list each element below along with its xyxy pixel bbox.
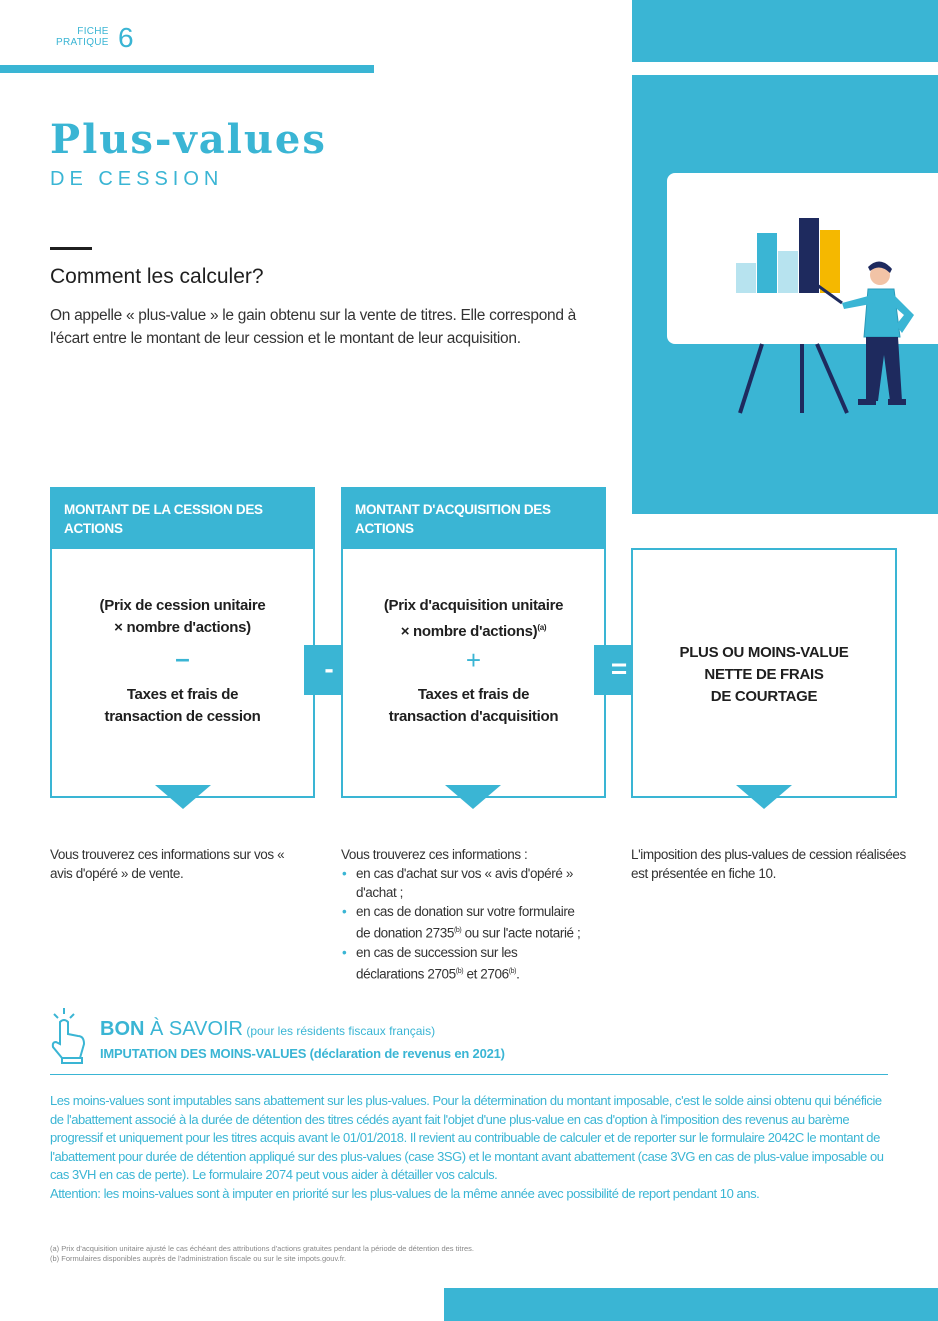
note-acquisition [341,845,581,983]
footnote-ref-b: (b) [455,967,464,975]
arrow-down-1 [155,785,211,809]
easel-leg-right [817,344,847,413]
note-acquisition-item: • en cas de succession sur les déclarations 2705$^{(b)}$ et 2706$^{(b)}$. [356,943,581,984]
column-box-cession [50,549,315,798]
bon-a-savoir-paragraph: Les moins-values sont imputables sans abattement sur les plus-values. Pour la détermination du montant imposable, c'est le solde ainsi obtenu qui bénéficie de l'abattement associé à la durée de détention des titres cédés ayant fait l'objet d'une plus-value en cas d'option à l'imposition des revenus au barème progressif et uniquement pour les titres acquis avant le 01/01/2018. Il revient au contribuable de calculer et de reporter sur le formulaire 2042C le montant de l'abattement pour durée de détention appliqué sur des plus-values (case 3SG) et le montant avant abattement (case 3VG en cas de plus-value imposable ou cas 3VH en cas de perte). Le formulaire 2074 peut vous aider à détailler vos calculs. [50,1093,884,1182]
footnote-a: (a) Prix d'acquisition unitaire ajusté le cas échéant des attributions d'actions gratuites pendant la période de détention des titres. [50,1244,474,1253]
presenter-legs [866,337,902,401]
equals-operator: = [594,645,644,695]
acquisition-plus-sign: + [465,645,482,675]
note-cession: Vous trouverez ces informations sur vos « avis d'opéré » de vente. [50,847,285,881]
footer-bar [444,1288,938,1321]
page-subtitle: DE CESSION [50,168,224,190]
note-acquisition-intro: Vous trouverez ces informations : [341,847,528,862]
section-question: Comment les calculer? [50,265,264,288]
result-line3: DE COURTAGE [710,688,818,705]
fiche-line2: PRATIQUE [56,37,109,48]
note-result: L'imposition des plus-values de cession réalisées est présentée en fiche 10. [631,847,906,881]
cession-line1: (Prix de cession unitaire [99,597,266,614]
fiche-line1: FICHE [77,26,109,37]
acquisition-line2-wrap [343,617,604,643]
fiche-label [56,26,109,48]
section-dash [50,247,92,250]
fiche-number: 6 [118,22,134,53]
minus-operator: - [304,645,354,695]
bon-a-savoir-body [50,1092,890,1203]
arrow-down-2 [445,785,501,809]
footnote-ref-b: (b) [508,967,517,975]
board-bar [799,218,819,293]
footnote-ref-a: (a) [537,623,547,632]
result-line1: PLUS OU MOINS-VALUE [679,644,849,661]
board-bar [778,251,798,293]
column-box-acquisition [341,549,606,798]
right-panel-top [632,0,938,62]
cession-minus-sign: – [175,643,190,673]
page-title: Plus-values [50,116,327,163]
result-line2: NETTE DE FRAIS [704,666,824,683]
note-acquisition-item [356,902,581,943]
note-acquisition-item-text: en cas de succession sur les déclarations 2705 [356,944,518,981]
note-acquisition-item: • en cas d'achat sur vos « avis d'opéré » d'achat ; [356,864,581,902]
board-bar-chart [736,218,840,293]
column-header-cession: MONTANT DE LA CESSION DES ACTIONS [50,487,315,549]
pointing-hand-icon [50,1006,90,1064]
acquisition-line3: Taxes et frais de [417,686,530,703]
acquisition-line2: × nombre d'actions) [400,623,538,640]
easel-leg-left [740,344,762,413]
bon-label: BON [100,1018,145,1040]
acquisition-line1: (Prix d'acquisition unitaire [383,597,564,614]
header-rule [0,65,374,73]
bon-a-savoir-qualifier: (pour les résidents fiscaux français) [243,1024,436,1038]
footnote-ref-b: (b) [453,927,462,934]
column-box-result [631,548,897,798]
note-acquisition-and: et 2706 [466,966,509,981]
board-bar [820,230,840,293]
intro-paragraph: On appelle « plus-value » le gain obtenu sur la vente de titres. Elle correspond à l'écart entre le montant de leur cession et le montant de leur acquisition. [50,307,576,347]
bon-a-savoir-rule [50,1074,888,1075]
board-bar [736,263,756,293]
presenter-shoe-left [858,399,876,405]
note-acquisition-item-text: ou sur l'acte notarié ; [464,925,581,941]
acquisition-line4: transaction d'acquisition [388,708,559,725]
imputation-heading: IMPUTATION DES MOINS-VALUES (déclaration de revenus en 2021) [100,1046,505,1061]
bon-a-savoir-heading [100,1018,435,1041]
board-bar [757,233,777,293]
cession-line2: × nombre d'actions) [114,619,251,636]
arrow-down-3 [736,785,792,809]
cession-line3: Taxes et frais de [126,686,239,703]
footnotes [50,1244,474,1264]
a-savoir-label: À SAVOIR [144,1018,243,1040]
footnote-b: (b) Formulaires disponibles auprès de l'administration fiscale ou sur le site impots.gouv.fr. [50,1254,347,1263]
note-acquisition-item-text: en cas de donation sur votre formulaire de donation 2735 [356,904,575,941]
presentation-illustration [632,75,938,514]
presenter-shoe-right [888,399,906,405]
column-header-acquisition: MONTANT D'ACQUISITION DES ACTIONS [341,487,606,549]
bon-a-savoir-attention: Attention: les moins-values sont à imputer en priorité sur les plus-values de la même année avec possibilité de report pendant 10 ans. [50,1185,760,1201]
note-acquisition-list [341,864,581,983]
cession-line4: transaction de cession [104,708,261,725]
